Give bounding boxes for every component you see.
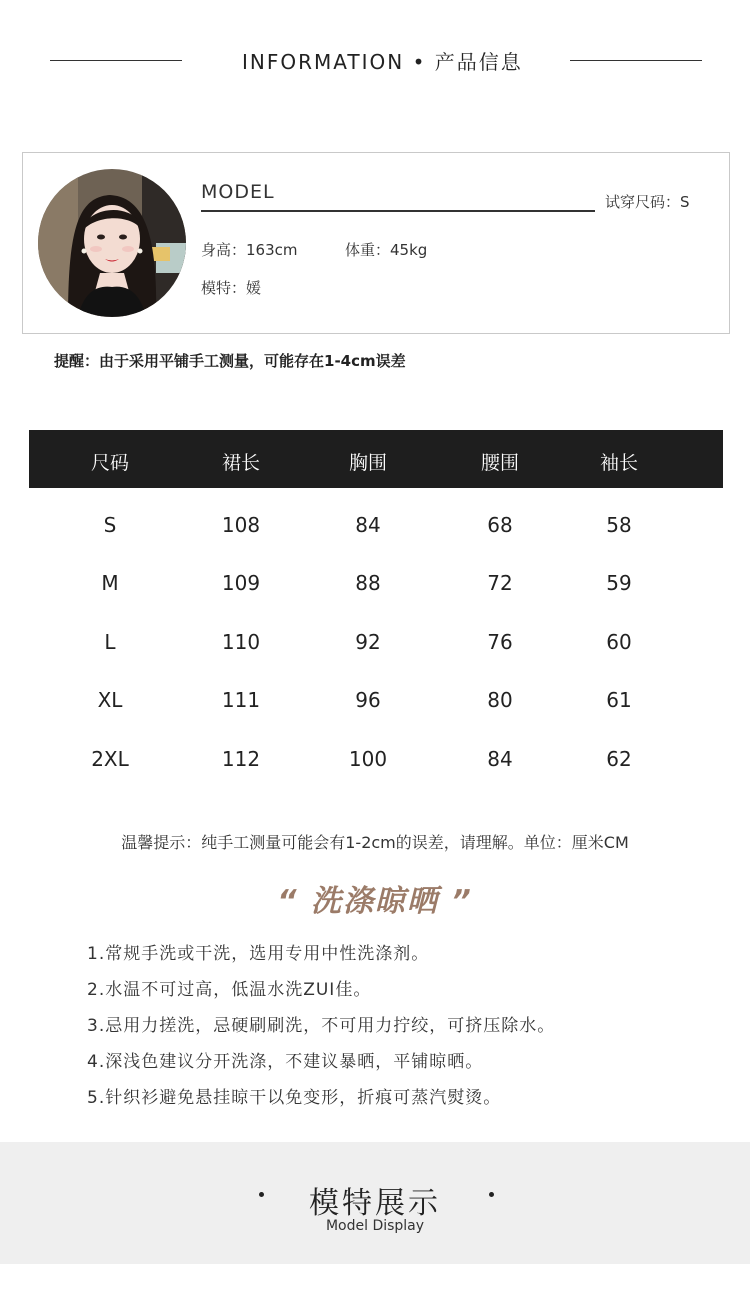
table-cell: 88 (355, 571, 381, 596)
table-cell: 108 (221, 513, 261, 537)
table-cell: S (103, 513, 117, 537)
wash-title: “ 洗涤晾晒 ” (277, 884, 473, 919)
model-underline (201, 210, 595, 212)
table-cell: 111 (221, 688, 261, 713)
table-cell: 84 (355, 513, 381, 537)
warm-tip: 温馨提示：纯手工测量可能会有1-2cm的误差，请理解。单位：厘米CM (121, 833, 629, 852)
table-cell: 60 (606, 629, 632, 654)
header-dress-length: 裙长 (221, 452, 261, 474)
table-cell: 80 (487, 688, 513, 713)
header-divider-right (570, 60, 702, 61)
list-item: 3.忌用力搓洗，忌硬刷刷洗，不可用力拧绞，可挤压除水。 (87, 1016, 556, 1036)
table-cell: 92 (355, 629, 381, 654)
model-weight: 体重：45kg (345, 241, 428, 259)
table-row (29, 605, 723, 663)
model-display-section (0, 1142, 750, 1264)
table-cell: L (104, 629, 116, 654)
table-cell: 109 (221, 571, 261, 596)
header-waist: 腰围 (480, 452, 520, 474)
size-table-header (29, 430, 723, 488)
list-item: 1.常规手洗或干洗，选用专用中性洗涤剂。 (87, 944, 430, 964)
table-row (29, 722, 723, 780)
model-height: 身高：163cm (201, 241, 298, 259)
table-cell: 59 (606, 571, 632, 596)
display-title: 模特展示 (309, 1186, 441, 1221)
table-cell: 110 (221, 629, 261, 654)
header-divider-left (50, 60, 182, 61)
model-info-card (22, 152, 730, 334)
model-name: 模特：媛 (201, 279, 262, 297)
list-item: 5.针织衫避免悬挂晾干以免变形，折痕可蒸汽熨烫。 (87, 1088, 502, 1108)
try-size: 试穿尺码：S (605, 193, 690, 211)
table-cell: M (101, 571, 119, 596)
table-cell: 96 (355, 688, 381, 713)
table-cell: 2XL (91, 746, 129, 771)
header-sleeve-length: 袖长 (599, 452, 639, 474)
table-cell: 112 (221, 746, 261, 771)
list-item: 2.水温不可过高，低温水洗ZUI佳。 (87, 980, 372, 1000)
table-row (29, 546, 723, 604)
model-avatar (38, 169, 186, 317)
table-cell: 100 (348, 746, 388, 771)
table-cell: 84 (487, 746, 513, 771)
display-subtitle: Model Display (325, 1218, 425, 1234)
wash-instructions (87, 943, 555, 1123)
measurement-reminder: 提醒：由于采用平铺手工测量，可能存在1-4cm误差 (54, 352, 406, 370)
table-row (29, 663, 723, 721)
table-row (29, 488, 723, 546)
table-cell: 62 (606, 746, 632, 771)
table-cell: 76 (487, 629, 513, 654)
table-cell: 58 (606, 513, 632, 537)
list-item: 4.深浅色建议分开洗涤，不建议暴晒，平铺晾晒。 (87, 1052, 484, 1072)
size-table (29, 430, 723, 780)
header-bust: 胸围 (348, 452, 388, 474)
page-title: INFORMATION • 产品信息 (242, 50, 523, 74)
table-cell: 72 (487, 571, 513, 596)
table-cell: 61 (606, 688, 632, 713)
model-label: MODEL (201, 181, 275, 203)
table-cell: 68 (487, 513, 513, 537)
table-cell: XL (97, 688, 123, 713)
header-size: 尺码 (90, 452, 130, 474)
section-header (0, 46, 750, 76)
